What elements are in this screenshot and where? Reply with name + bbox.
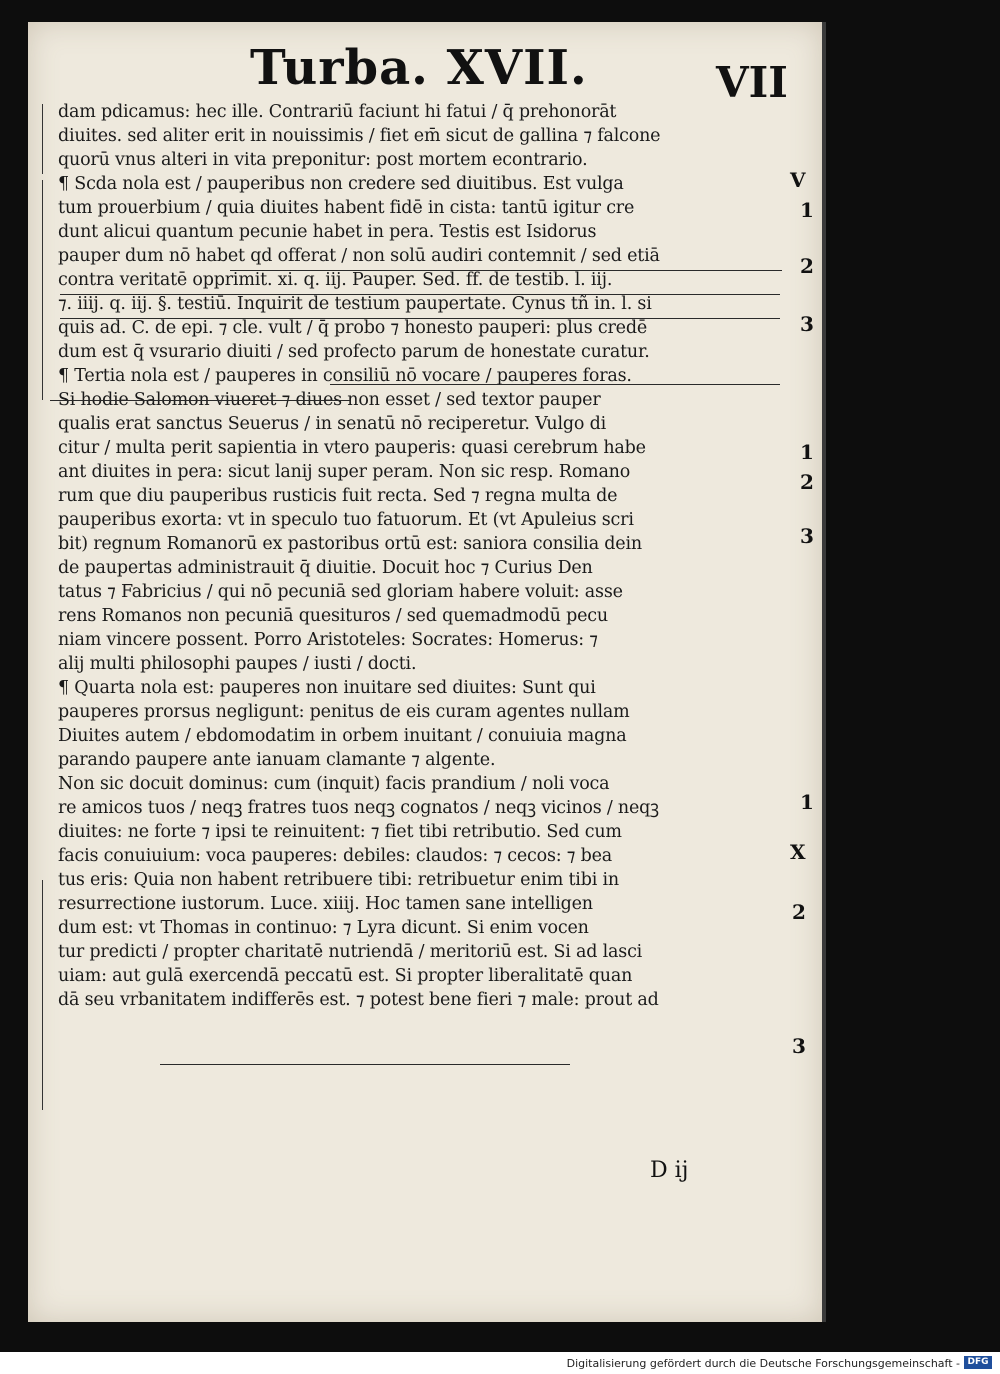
ink-underline: [230, 270, 782, 271]
text-line: bit) regnum Romanorū ex pastoribus ortū est: saniora consilia dein: [58, 534, 642, 554]
text-line: alij multi philosophi paupes / iusti / docti.: [58, 654, 417, 674]
text-line: de paupertas administrauit q̄ diuitie. Docuit hoc ⁊ Curius Den: [58, 558, 593, 578]
margin-note: V: [790, 168, 806, 192]
text-line: re amicos tuos / neqꝫ fratres tuos neqꝫ cognatos / neqꝫ vicinos / neqꝫ: [58, 798, 659, 818]
ink-bracket: [42, 180, 49, 400]
dfg-logo: DFG: [964, 1356, 992, 1369]
margin-note: X: [790, 840, 806, 864]
ink-bracket: [42, 880, 49, 1110]
text-line: pauperes prorsus negligunt: penitus de eis curam agentes nullam: [58, 702, 630, 722]
ink-underline: [160, 1064, 570, 1065]
text-line: pauper dum nō habet qd offerat / non solū audiri contemnit / sed etiā: [58, 246, 660, 266]
text-line: pauperibus exorta: vt in speculo tuo fatuorum. Et (vt Apuleius scri: [58, 510, 634, 530]
text-line: Si hodie Salomon viueret ⁊ diues non esset / sed textor pauper: [58, 390, 601, 410]
text-line: tur predicti / propter charitatē nutriendā / meritoriū est. Si ad lasci: [58, 942, 643, 962]
text-line: ¶ Quarta nola est: pauperes non inuitare sed diuites: Sunt qui: [58, 678, 596, 698]
text-line: ¶ Scda nola est / pauperibus non credere sed diuitibus. Est vulga: [58, 174, 624, 194]
text-line: qualis erat sanctus Seuerus / in senatū nō reciperetur. Vulgo di: [58, 414, 607, 434]
text-line: dā seu vrbanitatem indifferēs est. ⁊ potest bene fieri ⁊ male: prout ad: [58, 990, 659, 1010]
text-line: quis ad. C. de epi. ⁊ cle. vult / q̄ probo ⁊ honesto pauperi: plus credē: [58, 318, 647, 338]
folio-number: VII: [716, 58, 788, 107]
margin-note: 1: [800, 790, 814, 814]
text-line: uiam: aut gulā exercendā peccatū est. Si propter liberalitatē quan: [58, 966, 633, 986]
text-line: ⁊. iiij. q. iij. §. testiū. Inquirit de testium paupertate. Cynus tñ in. l. si: [58, 294, 652, 314]
text-line: tus eris: Quia non habent retribuere tibi: retribuetur enim tibi in: [58, 870, 619, 890]
margin-note: 2: [800, 254, 814, 278]
margin-note: 1: [800, 198, 814, 222]
text-line: ¶ Tertia nola est / pauperes in consiliū nō vocare / pauperes foras.: [58, 366, 632, 386]
text-line: niam vincere possent. Porro Aristoteles: Socrates: Homerus: ⁊: [58, 630, 598, 650]
text-line: tatus ⁊ Fabricius / qui nō pecuniā sed gloriam habere voluit: asse: [58, 582, 623, 602]
text-line: dum est: vt Thomas in continuo: ⁊ Lyra dicunt. Si enim vocen: [58, 918, 589, 938]
text-line: Non sic docuit dominus: cum (inquit) facis prandium / noli voca: [58, 774, 610, 794]
text-line: rens Romanos non pecuniā quesituros / sed quemadmodū pecu: [58, 606, 608, 626]
margin-note: 3: [792, 1034, 806, 1058]
ink-underline: [60, 318, 780, 319]
text-line: Diuites autem / ebdomodatim in orbem inuitant / conuiuia magna: [58, 726, 627, 746]
text-line: dum est q̄ vsurario diuiti / sed profecto parum de honestate curatur.: [58, 342, 650, 362]
text-line: dunt alicui quantum pecunie habet in pera. Testis est Isidorus: [58, 222, 597, 242]
margin-note: 3: [800, 524, 814, 548]
margin-note: 2: [800, 470, 814, 494]
text-line: citur / multa perit sapientia in vtero pauperis: quasi cerebrum habe: [58, 438, 646, 458]
text-line: tum prouerbium / quia diuites habent fidē in cista: tantū igitur cre: [58, 198, 635, 218]
page-edge: [822, 22, 826, 1322]
footer-credit: Digitalisierung gefördert durch die Deutsche Forschungsgemeinschaft -: [566, 1357, 960, 1370]
text-line: quorū vnus alteri in vita preponitur: post mortem econtrario.: [58, 150, 588, 170]
text-line: diuites. sed aliter erit in nouissimis / fiet em̄ sicut de gallina ⁊ falcone: [58, 126, 661, 146]
text-line: rum que diu pauperibus rusticis fuit recta. Sed ⁊ regna multa de: [58, 486, 618, 506]
text-line: ant diuites in pera: sicut lanij super peram. Non sic resp. Romano: [58, 462, 631, 482]
text-line: contra veritatē opprimit. xi. q. iij. Pauper. Sed. ff. de testib. l. iij.: [58, 270, 613, 290]
text-line: parando paupere ante ianuam clamante ⁊ algente.: [58, 750, 496, 770]
ink-underline: [50, 400, 350, 401]
text-line: diuites: ne forte ⁊ ipsi te reinuitent: ⁊ fiet tibi retributio. Sed cum: [58, 822, 622, 842]
margin-note: 2: [792, 900, 806, 924]
margin-note: 1: [800, 440, 814, 464]
ink-underline: [330, 384, 780, 385]
text-line: facis conuiuium: voca pauperes: debiles: claudos: ⁊ cecos: ⁊ bea: [58, 846, 613, 866]
text-line: resurrectione iustorum. Luce. xiiij. Hoc tamen sane intelligen: [58, 894, 593, 914]
ink-bracket: [42, 104, 49, 174]
signature-mark: D ij: [650, 1158, 689, 1183]
text-line: dam pdicamus: hec ille. Contrariū faciunt hi fatui / q̄ prehonorāt: [58, 102, 617, 122]
running-head: Turba. XVII.: [250, 40, 588, 96]
margin-note: 3: [800, 312, 814, 336]
ink-underline: [60, 294, 780, 295]
